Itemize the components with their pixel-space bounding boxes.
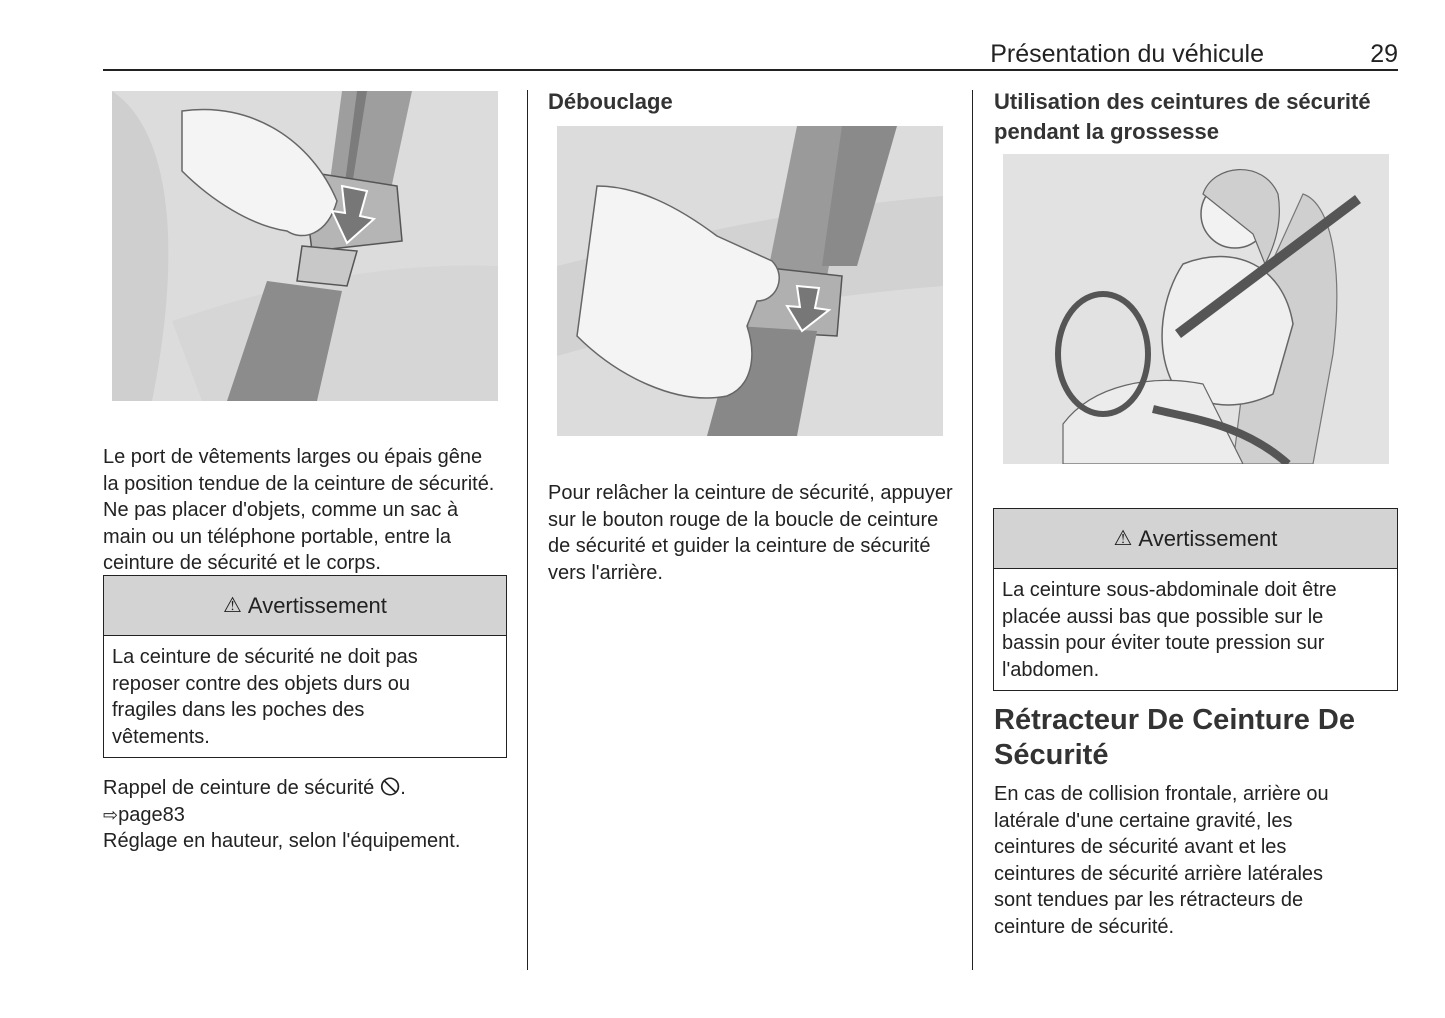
pregnancy-illustration bbox=[1003, 154, 1389, 464]
clothing-paragraph: Le port de vêtements larges ou épais gêne la position tendue de la ceinture de sécurité. Ne pas placer d'objets, comme un sac à main ou un téléphone portable, entre la ceinture de sécurité et le corps. bbox=[103, 446, 495, 574]
column-divider-1 bbox=[527, 90, 528, 970]
warning-title: Avertissement bbox=[1138, 525, 1278, 551]
column-divider-2 bbox=[972, 90, 973, 970]
warning-body: La ceinture de sécurité ne doit pas reposer contre des objets durs ou fragiles dans les poches des vêtements. bbox=[112, 646, 418, 748]
warning-header bbox=[104, 576, 506, 636]
seatbelt-reminder-icon: 🛇 bbox=[379, 777, 401, 799]
header-divider bbox=[103, 69, 1398, 71]
warning-triangle-icon: ⚠ bbox=[1113, 527, 1133, 550]
unbuckling-illustration bbox=[557, 126, 943, 436]
reminder-text: Rappel de ceinture de sécurité bbox=[103, 777, 375, 799]
height-adjust-text: Réglage en hauteur, selon l'équipement. bbox=[103, 830, 461, 852]
retractor-paragraph: En cas de collision frontale, arrière ou latérale d'une certaine gravité, les ceintures de sécurité avant et les ceintures de sécurité arrière latérales sont tendues par les rétracteurs de ceinture de sécurité. bbox=[994, 783, 1329, 938]
link-arrow-icon: ⇨ bbox=[103, 804, 119, 825]
reminder-block: Rappel de ceinture de sécurité 🛇. ⇨page83 Réglage en hauteur, selon l'équipement. bbox=[103, 777, 461, 852]
page-reference-link[interactable]: page83 bbox=[118, 803, 185, 826]
warning-triangle-icon: ⚠ bbox=[223, 594, 242, 617]
pregnancy-subheading: Utilisation des ceintures de sécurité pendant la grossesse bbox=[994, 89, 1371, 144]
warning-header bbox=[994, 509, 1397, 569]
unbuckling-subheading: Débouclage bbox=[548, 89, 673, 114]
warning-body: La ceinture sous-abdominale doit être placée aussi bas que possible sur le bassin pour éviter toute pression sur l'abdomen. bbox=[1002, 579, 1337, 681]
warning-box-objects bbox=[103, 575, 507, 758]
warning-box-pregnancy bbox=[993, 508, 1398, 691]
running-header-title: Présentation du véhicule bbox=[990, 40, 1264, 68]
warning-title: Avertissement bbox=[247, 592, 387, 618]
page-number: 29 bbox=[1370, 40, 1398, 68]
buckling-illustration bbox=[112, 91, 498, 401]
retractor-heading: Rétracteur De Ceinture De Sécurité bbox=[994, 704, 1355, 771]
release-paragraph: Pour relâcher la ceinture de sécurité, appuyer sur le bouton rouge de la boucle de ceinture de sécurité et guider la ceinture de sécurité vers l'arrière. bbox=[548, 482, 953, 584]
